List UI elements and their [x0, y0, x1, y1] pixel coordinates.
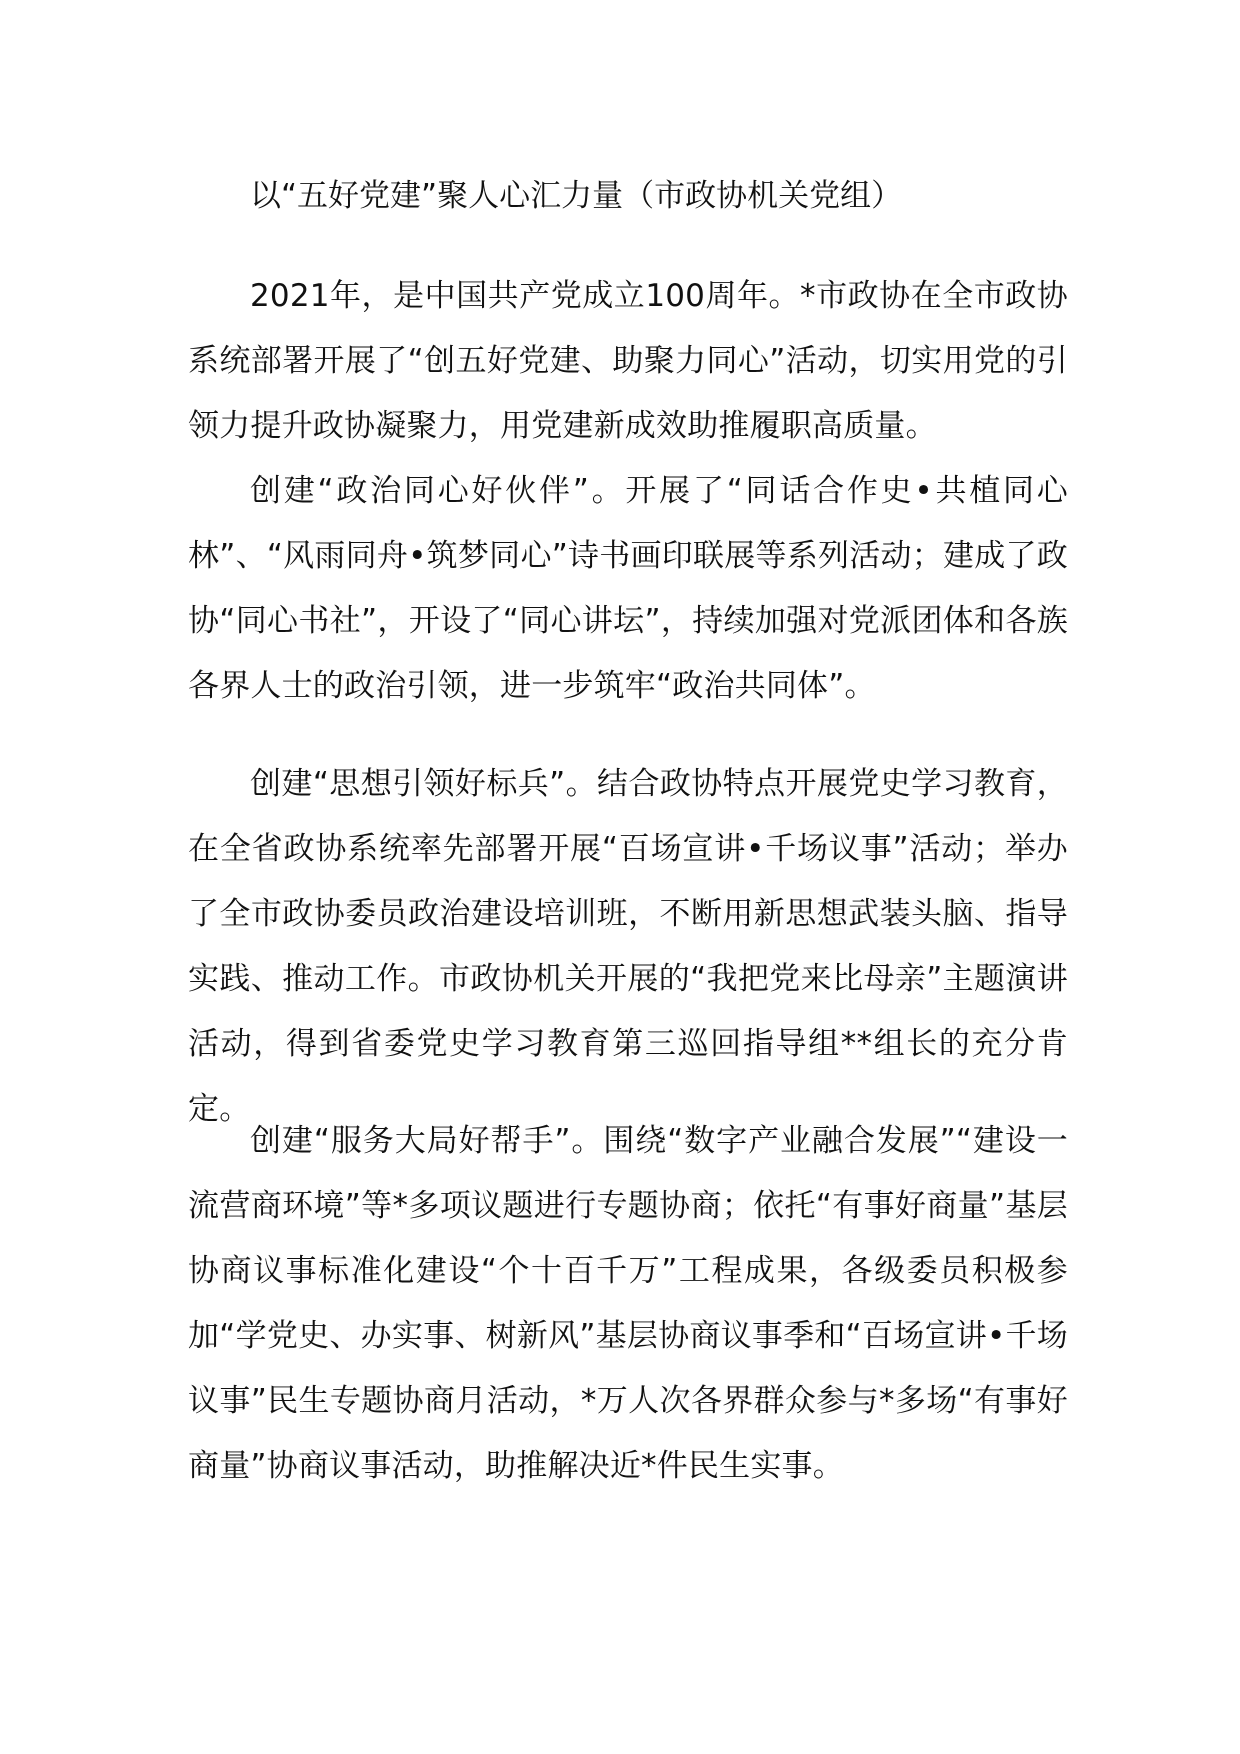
- paragraph-thought-leadership: 创建“思想引领好标兵”。结合政协特点开展党史学习教育，在全省政协系统率先部署开展“百场宣讲•千场议事”活动；举办了全市政协委员政治建设培训班，不断用新思想武装头脑、指导实践、推动工作。市政协机关开展的“我把党来比母亲”主题演讲活动，得到省委党史学习教育第三巡回指导组**组长的充分肯定。: [188, 766, 1068, 1127]
- paragraph-political-partner: 创建“政治同心好伙伴”。开展了“同话合作史•共植同心林”、“风雨同舟•筑梦同心”诗书画印联展等系列活动；建成了政协“同心书社”，开设了“同心讲坛”，持续加强对党派团体和各族各界人士的政治引领，进一步筑牢“政治共同体”。: [188, 473, 1068, 704]
- paragraph-service-overall: 创建“服务大局好帮手”。围绕“数字产业融合发展”“建设一流营商环境”等*多项议题进行专题协商；依托“有事好商量”基层协商议事标准化建设“个十百千万”工程成果，各级委员积极参加“学党史、办实事、树新风”基层协商议事季和“百场宣讲•千场议事”民生专题协商月活动，*万人次各界群众参与*多场“有事好商量”协商议事活动，助推解决近*件民生实事。: [188, 1123, 1068, 1484]
- document-title: 以“五好党建”聚人心汇力量（市政协机关党组）: [250, 178, 903, 214]
- paragraph-intro: 2021年，是中国共产党成立100周年。*市政协在全市政协系统部署开展了“创五好党建、助聚力同心”活动，切实用党的引领力提升政协凝聚力，用党建新成效助推履职高质量。: [188, 278, 1068, 444]
